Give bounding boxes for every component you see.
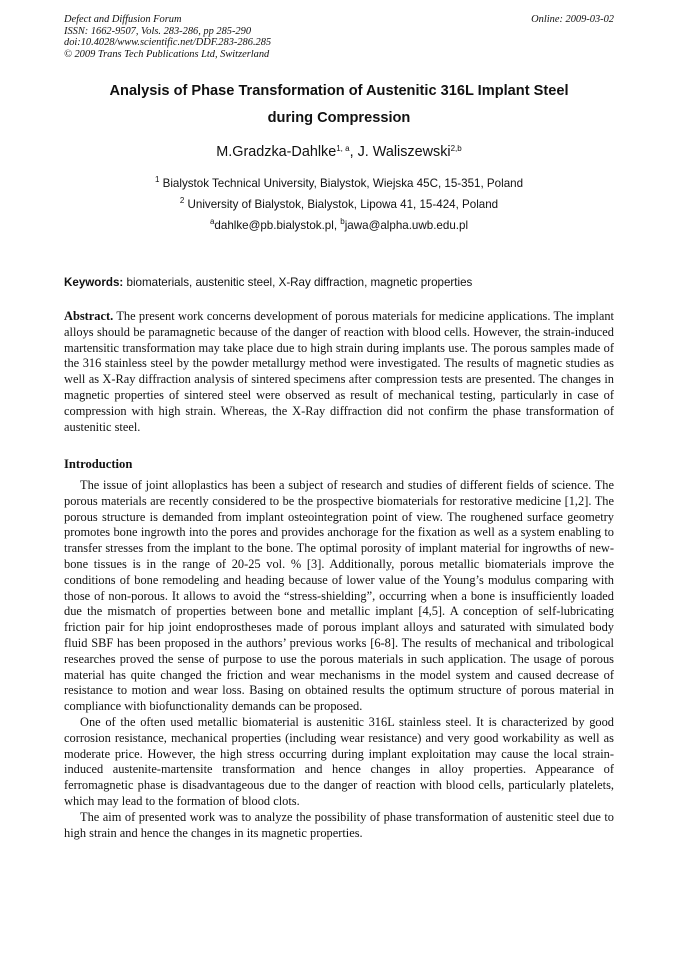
affiliation-2-text: University of Bialystok, Bialystok, Lipowa 41, 15-424, Poland (184, 198, 499, 211)
publication-info (64, 14, 424, 60)
abstract-label: Abstract. (64, 309, 114, 323)
affiliation-1-text: Bialystok Technical University, Bialystok, Wiejska 45C, 15-351, Poland (159, 177, 524, 190)
author-1: M.Gradzka-Dahlke (216, 144, 337, 160)
affiliation-1 (64, 176, 614, 192)
issn-line: ISSN: 1662-9507, Vols. 283-286, pp 285-290 (64, 25, 252, 37)
introduction-paragraph-3: The aim of presented work was to analyze the possibility of phase transformation of austenitic steel due to high strain and hence the changes in its magnetic properties. (64, 809, 614, 840)
affiliation-1-mark: 1 (154, 175, 160, 184)
online-date: Online: 2009-03-02 (531, 14, 614, 25)
keywords (64, 275, 614, 291)
author-2-affiliation-mark: 2,b (450, 144, 462, 153)
author-list (64, 142, 614, 162)
introduction-body (64, 478, 614, 841)
paper-title (64, 78, 614, 132)
email-a: dahlke@pb.bialystok.pl, (214, 219, 341, 232)
email-a-mark: a (209, 217, 215, 226)
author-2: J. Waliszewski (357, 144, 451, 160)
title-line-1: Analysis of Phase Transformation of Austenitic 316L Implant Steel (109, 83, 569, 99)
affiliation-2-mark: 2 (179, 196, 185, 205)
introduction-paragraph-1: The issue of joint alloplastics has been a subject of research and studies of different fields of science. The porous materials are recently considered to be the prospective biomaterials for restorative medicine [1,2]. The porous structure is demanded from implant osteointegration point of view. The roughened surface geometry promotes bone ingrowth into the pores and provides anchorage for the fixation as well as a system enabling to transfer stresses from the implant to the bone. The optimal porosity of implant material for ingrowths of new-bone tissues is in the range of 20-25 vol. % [3]. Additionally, porous metallic biomaterials improve the conditions of bone remodeling and heading because of lower value of the Young’s modulus comparing with those of non-porous. It allows to avoid the “stress-shielding”, occurring when a bone is insufficiently loaded due the mismatch of properties between bone and metallic implant [4,5]. A conception of self-lubricating friction pair for hip joint endoprostheses made of porous implant alloys and saturated with simulated body fluid SBF has been proposed in the authors’ previous works [6-8]. The results of mechanical and tribological researches proved the sense of purpose to use the porous materials in such application. The usage of porous material has quite changed the friction and wear mechanisms in the model system and caused decrease of resistance to motion and wear loss. Basing on obtained results the optimum structure of porous material in compliance with biofunctionality demands can be proposed. (64, 478, 614, 714)
journal-name: Defect and Diffusion Forum (64, 14, 182, 25)
doi-line: doi:10.4028/www.scientific.net/DDF.283-286.285 (64, 37, 272, 49)
author-1-affiliation-mark: 1, a (336, 144, 350, 153)
affiliation-2 (64, 197, 614, 213)
keywords-text: biomaterials, austenitic steel, X-Ray diffraction, magnetic properties (123, 276, 473, 289)
abstract-text: The present work concerns development of porous materials for medicine applications. The implant alloys should be paramagnetic because of the danger of reaction with blood cells. However, the strain-induced martensitic transformation may take place due to high strain during implants use. The porous samples made of the 316 stainless steel by the powder metallurgy method were investigated. The results of magnetic studies as well as X-Ray diffraction analysis of sintered specimens after compression tests are presented. The changes in magnetic properties of sintered steel were observed as result of mechanical testing, particularly in case of compression with high strain. Whereas, the X-Ray diffraction did not confirm the phase transformation of austenitic steel. (64, 309, 614, 434)
introduction-paragraph-2: One of the often used metallic biomaterial is austenitic 316L stainless steel. It is characterized by good corrosion resistance, mechanical properties (including wear resistance) and very good workability as well as moderate price. However, the high stress occurring during implant exploitation may cause the local strain-induced austenite-martensite transformation and hence changes in alloy properties. Appearance of ferromagnetic phase is disadvantageous due to the danger of reaction with blood cells, particularly platelets, which may lead to the formation of blood clots. (64, 714, 614, 808)
email-b-mark: b (340, 217, 345, 226)
abstract (64, 309, 614, 435)
section-heading-introduction: Introduction (64, 457, 133, 471)
copyright-line: © 2009 Trans Tech Publications Ltd, Switzerland (64, 48, 270, 60)
keywords-label: Keywords: (64, 276, 124, 289)
title-line-2: during Compression (267, 110, 411, 126)
email-b: jawa@alpha.uwb.edu.pl (344, 219, 469, 232)
author-emails (64, 218, 614, 234)
author-separator: , (349, 144, 358, 160)
